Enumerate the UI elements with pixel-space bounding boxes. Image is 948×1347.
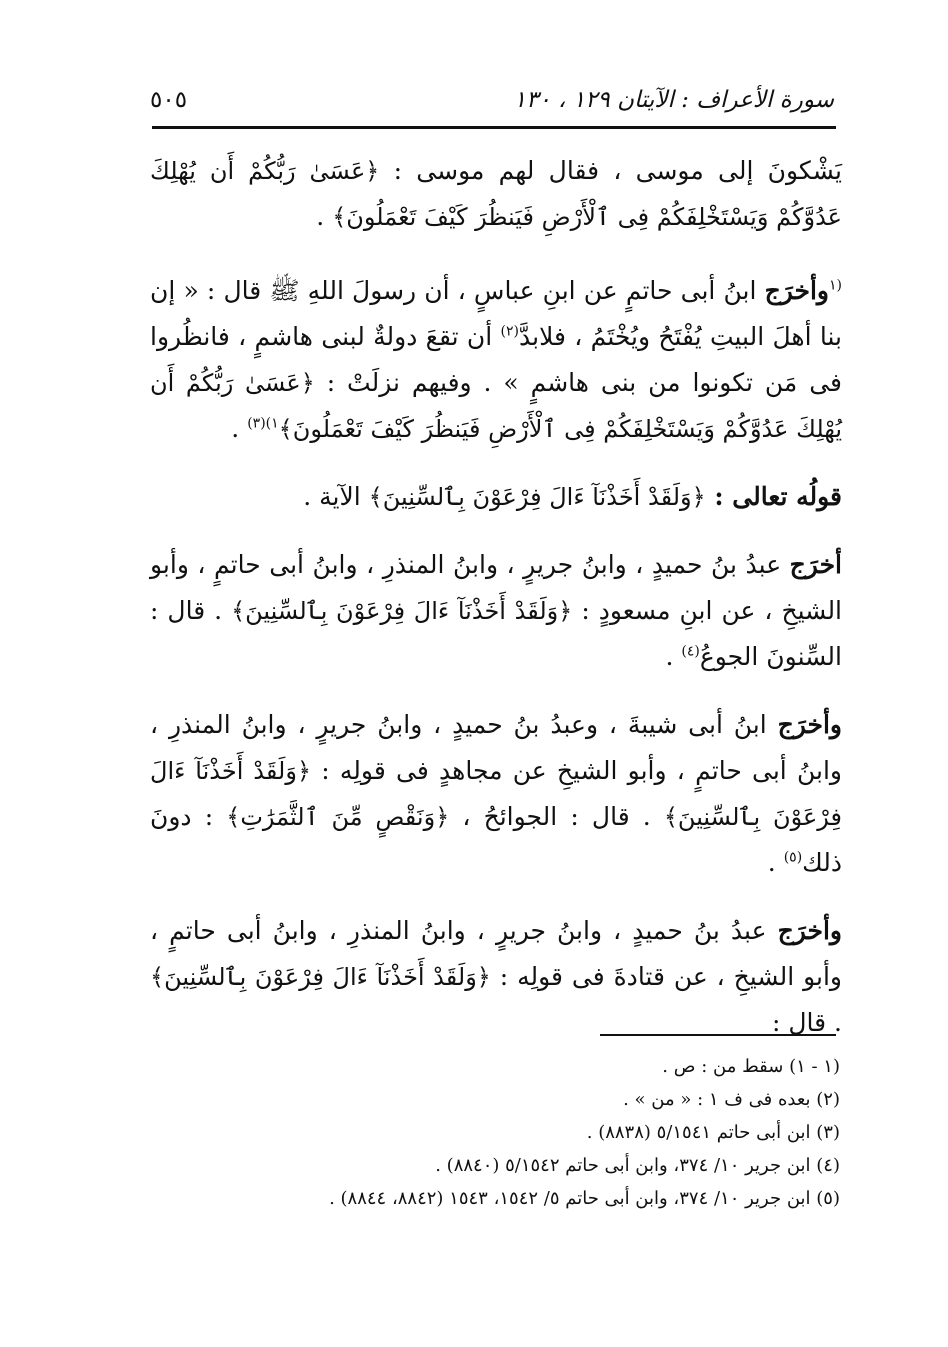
page-header (150, 78, 834, 122)
quran-verse: ﴿عَسَىٰ رَبُّكُمْ أَن يُهْلِكَ عَدُوَّكُمْ وَيَسْتَخْلِفَكُمْ فِى ٱلْأَرْضِ فَيَنظُرَ كَيْفَ تَعْمَلُونَ﴾ (150, 157, 842, 231)
text: . (231, 414, 248, 443)
lead-word: أخرَج (789, 550, 842, 579)
lead-word: وأخرَج (777, 710, 842, 739)
lead-word: وأخرَج (764, 276, 829, 305)
footnote-marker: (٢) (500, 323, 520, 340)
footnote-marker: ١)(٣) (247, 415, 279, 432)
paragraph-6 (150, 908, 842, 1046)
footnote-marker: (١ (829, 277, 842, 294)
section-heading: قولُه تعالى : (705, 482, 842, 511)
footnote-marker: (٤) (681, 643, 700, 660)
quran-verse: ﴿وَلَقَدْ أَخَذْنَآ ءَالَ فِرْعَوْنَ بِٱلسِّنِينَ﴾ (368, 483, 706, 511)
paragraph-4 (150, 542, 842, 680)
quran-verse: ﴿وَلَقَدْ أَخَذْنَآ ءَالَ فِرْعَوْنَ بِٱلسِّنِينَ﴾ (150, 757, 843, 831)
quran-verse: ﴿وَلَقَدْ أَخَذْنَآ ءَالَ فِرْعَوْنَ بِٱلسِّنِينَ﴾ (150, 963, 491, 991)
footnote: (٣) ابن أبى حاتم ٥/١٥٤١ (٨٨٣٨) . (586, 1122, 840, 1143)
main-text (150, 148, 842, 1068)
text: . (665, 642, 682, 671)
running-title: سورة الأعراف : الآيتان ١٢٩ ، ١٣٠ (513, 87, 834, 113)
text: : دونَ ذلك (150, 802, 842, 877)
paragraph-1 (150, 148, 842, 240)
page-number: ٥٠٥ (150, 87, 188, 113)
footnote: (٢) بعده فى ف ١ : « من » . (623, 1089, 840, 1110)
text: عبدُ بنُ حميدٍ ، وابنُ جريرٍ ، وابنُ المنذرِ ، وابنُ أبى حاتمٍ ، وأبو الشيخِ ، عن قتادةَ فى قولِه : (150, 916, 842, 991)
footnote: (٥) ابن جرير ١٠/ ٣٧٤، وابن أبى حاتم ٥/ ١٥٤٢، ١٥٤٣ (٨٨٤٢، ٨٨٤٤) . (329, 1188, 840, 1209)
text: ابنُ أبى حاتمٍ عن ابنِ عباسٍ ، أن رسولَ اللهِ ﷺ قال : « إن بنا أهلَ البيتِ يُفْتَحُ ويُخْتَمُ ، فلابدَّ (150, 276, 842, 351)
header-rule (152, 126, 836, 129)
quran-verse: ﴿وَنَقْصٍ مِّنَ ٱلثَّمَرَٰتِ﴾ (226, 803, 450, 831)
text: . قال : الجوائحُ ، (449, 802, 664, 831)
footnote-marker: (٥) (783, 849, 803, 866)
text: . (316, 202, 333, 231)
text: يَشْكونَ إلى موسى ، فقال لهم موسى : (379, 156, 843, 185)
footnote: (٤) ابن جرير ١٠/ ٣٧٤، وابن أبى حاتم ٥/١٥٤٢ (٨٨٤٠) . (435, 1155, 840, 1176)
lead-word: وأخرَج (777, 916, 842, 945)
paragraph-2 (150, 268, 842, 452)
text: . (767, 848, 784, 877)
text: ابنُ أبى شيبةَ ، وعبدُ بنُ حميدٍ ، وابنُ جريرٍ ، وابنُ المنذرِ ، وابنُ أبى حاتمٍ ، وأبو الشيخِ عن مجاهدٍ فى قولِه : (150, 710, 842, 785)
text: الآية . (303, 482, 369, 511)
footnote-rule (600, 1034, 836, 1036)
quran-verse: ﴿وَلَقَدْ أَخَذْنَآ ءَالَ فِرْعَوْنَ بِٱلسِّنِينَ﴾ (231, 597, 573, 625)
footnote: (١ - ١) سقط من : ص . (662, 1056, 840, 1077)
footnotes (150, 1050, 840, 1215)
text: . قال : (772, 1008, 842, 1037)
paragraph-5 (150, 702, 842, 886)
quran-verse: ﴿عَسَىٰ رَبُّكُمْ أَن يُهْلِكَ عَدُوَّكُمْ وَيَسْتَخْلِفَكُمْ فِى ٱلْأَرْضِ فَيَنظُرَ كَيْفَ تَعْمَلُونَ﴾ (150, 369, 842, 443)
text: عبدُ بنُ حميدٍ ، وابنُ جريرٍ ، وابنُ المنذرِ ، وابنُ أبى حاتمٍ ، وأبو الشيخِ ، عن ابنِ مسعودٍ : (150, 550, 843, 625)
text: . قال : السِّنونَ الجوعُ (150, 596, 842, 671)
text: أن تقعَ دولةٌ لبنى هاشمٍ ، فانظُروا فى مَن تكونوا من بنى هاشمٍ » . وفيهم نزلَتْ : (150, 322, 842, 397)
paragraph-3 (150, 474, 842, 520)
